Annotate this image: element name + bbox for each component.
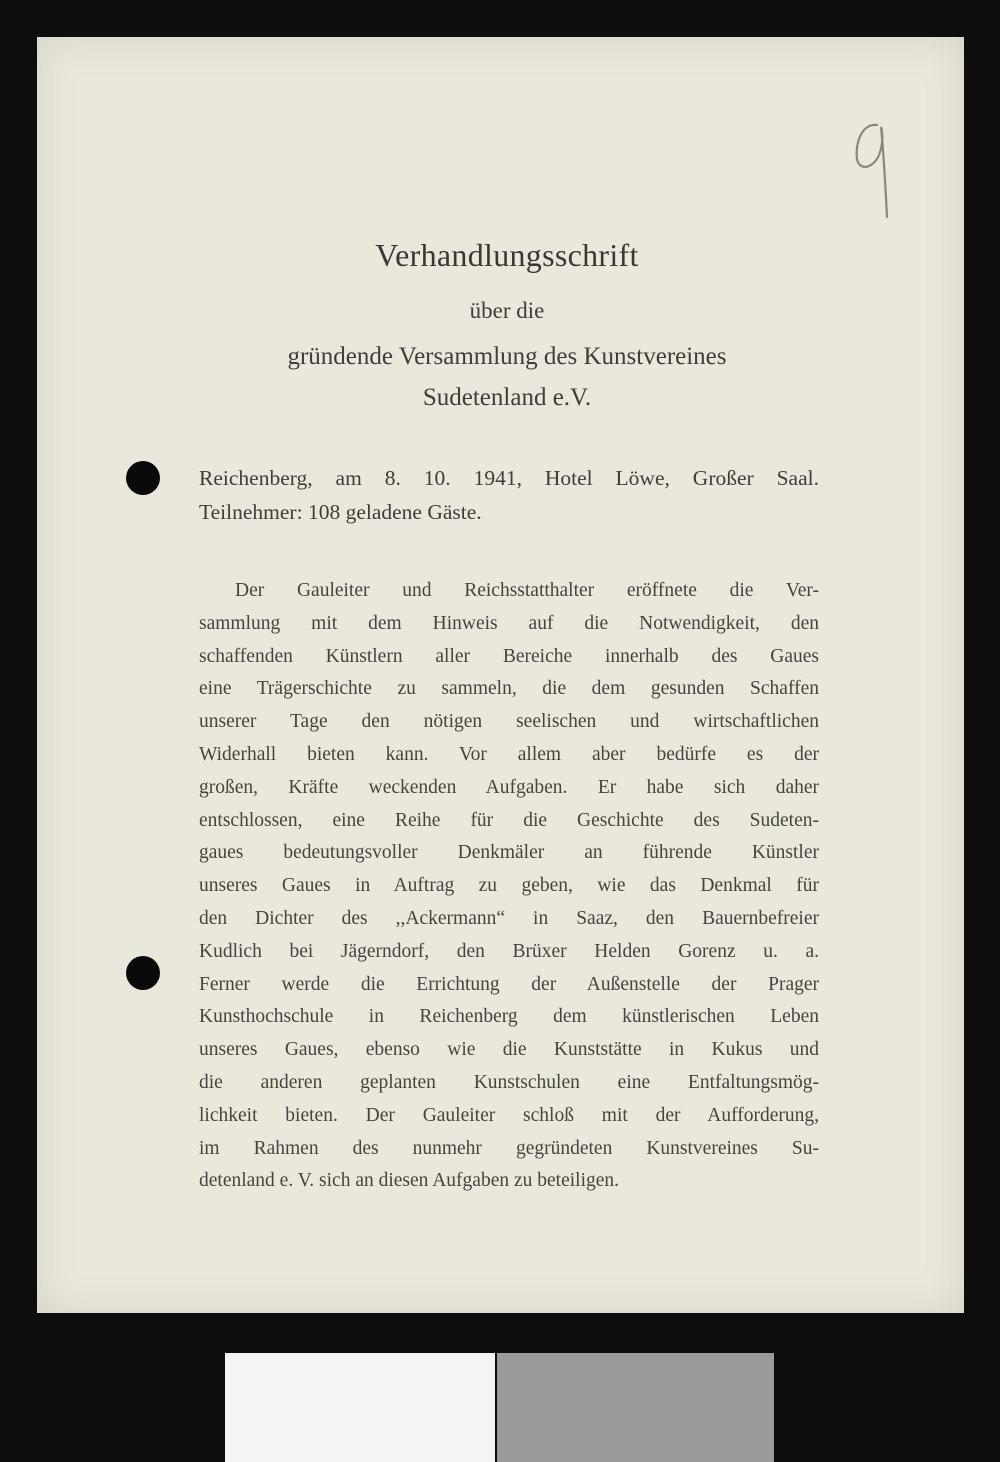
body-line: Kudlich bei Jägerndorf, den Brüxer Helden Gorenz u. a. (199, 940, 819, 962)
body-line: eine Trägerschichte zu sammeln, die dem gesunden Schaffen (199, 678, 819, 700)
body-line: sammlung mit dem Hinweis auf die Notwendigkeit, den (199, 612, 819, 634)
body-line: Widerhall bieten kann. Vor allem aber bedürfe es der (199, 743, 819, 765)
body-line: Ferner werde die Errichtung der Außenstelle der Prager (199, 973, 819, 995)
body-line: schaffenden Künstlern aller Bereiche innerhalb des Gaues (199, 645, 819, 667)
body-line: unseres Gaues in Auftrag zu geben, wie das Denkmal für (199, 875, 819, 897)
body-line: die anderen geplanten Kunstschulen eine Entfaltungsmög- (199, 1071, 819, 1093)
body-line: unseres Gaues, ebenso wie die Kunststätte in Kukus und (199, 1039, 819, 1061)
body-line: den Dichter des ,,Ackermann“ in Saaz, den Bauernbefreier (199, 907, 819, 929)
body-line: gaues bedeutungsvoller Denkmäler an führende Künstler (199, 842, 819, 864)
calibration-patch-white (225, 1353, 495, 1462)
minutes-body (199, 575, 819, 1198)
body-line: Der Gauleiter und Reichsstatthalter eröffnete die Ver- (235, 580, 819, 601)
body-line: großen, Kräfte weckenden Aufgaben. Er habe sich daher (199, 776, 819, 798)
meeting-place-date: Reichenberg, am 8. 10. 1941, Hotel Löwe, Großer Saal. (199, 466, 819, 490)
body-line: im Rahmen des nunmehr gegründeten Kunstvereines Su- (199, 1137, 819, 1159)
punch-hole-bottom (126, 956, 160, 990)
paper-sheet (37, 37, 964, 1313)
body-line: detenland e. V. sich an diesen Aufgaben zu beteiligen. (199, 1170, 620, 1192)
body-line: Kunsthochschule in Reichenberg dem künstlerischen Leben (199, 1006, 819, 1028)
subtitle-line-1: über die (469, 298, 545, 323)
body-line: entschlossen, eine Reihe für die Geschichte des Sudeten- (199, 809, 819, 831)
body-line: lichkeit bieten. Der Gauleiter schloß mit der Aufforderung, (199, 1104, 819, 1126)
document-title: Verhandlungsschrift (375, 237, 639, 273)
meeting-participants: Teilnehmer: 108 geladene Gäste. (199, 500, 482, 524)
body-line: unserer Tage den nötigen seelischen und wirtschaftlichen (199, 711, 819, 733)
subtitle-line-2: gründende Versammlung des Kunstvereines (287, 343, 727, 370)
subtitle-line-3: Sudetenland e.V. (422, 384, 592, 411)
punch-hole-top (126, 461, 160, 495)
calibration-patch-gray (497, 1353, 774, 1462)
handwritten-page-number (847, 117, 907, 227)
